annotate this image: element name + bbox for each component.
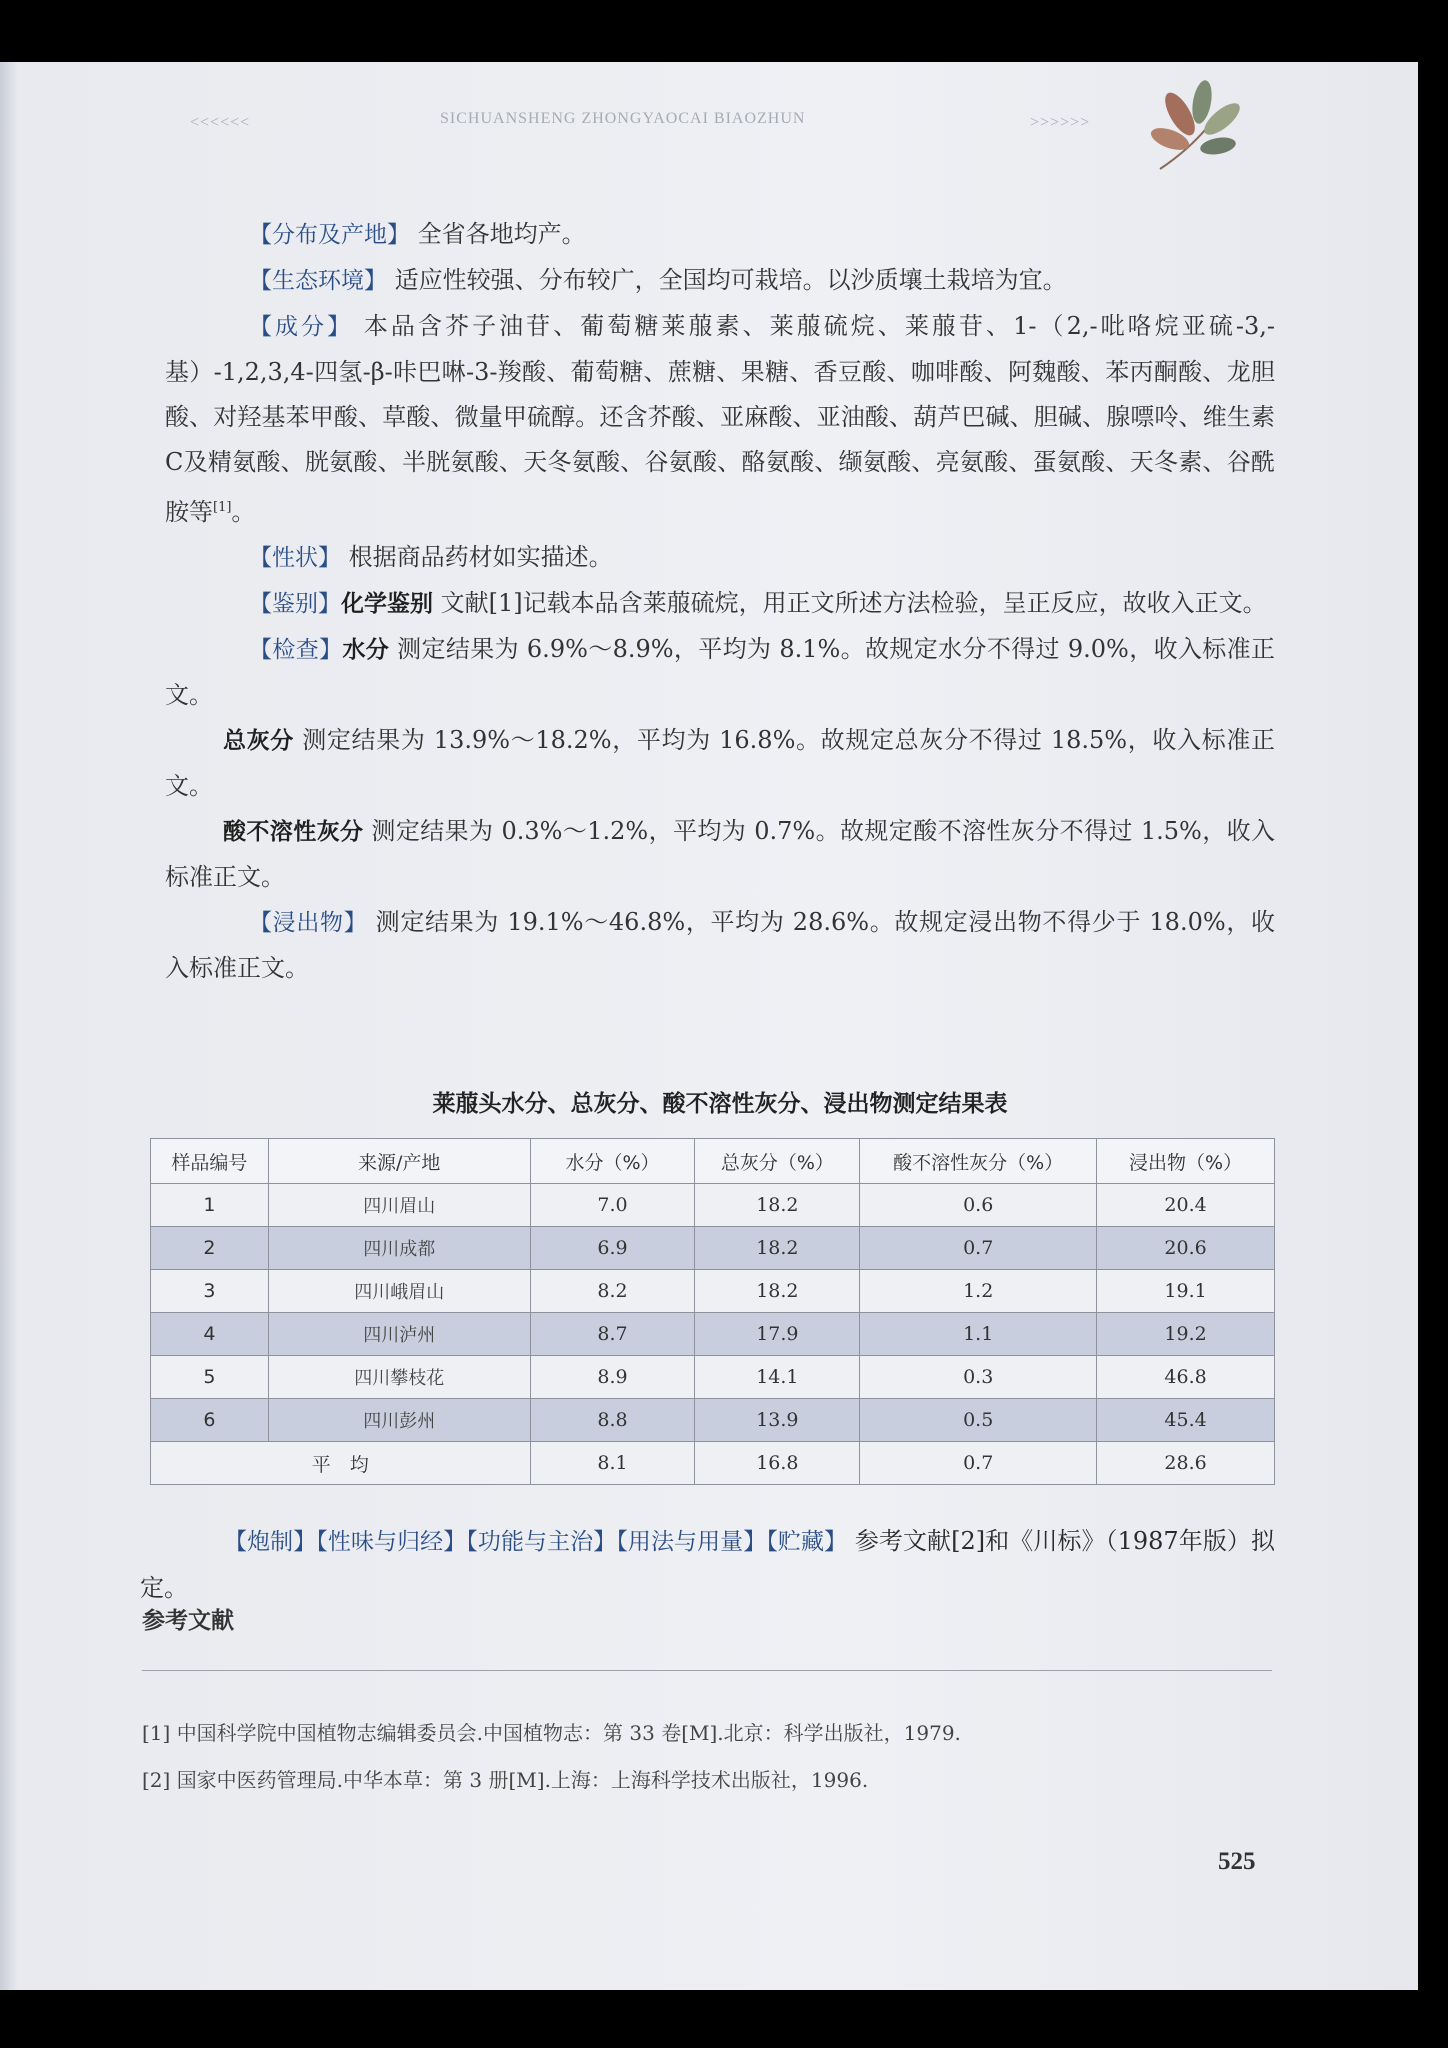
distribution-text: 全省各地均产。: [410, 220, 586, 248]
cell-total-ash: 18.2: [695, 1184, 860, 1227]
cell-average-label: 平 均: [151, 1442, 531, 1485]
table-average-row: [151, 1442, 1275, 1485]
paragraph-total-ash: [165, 718, 1275, 809]
leaf-ornament-icon: [1140, 74, 1250, 184]
table-row: [151, 1270, 1275, 1313]
table-row: [151, 1356, 1275, 1399]
header-running-title: SICHUANSHENG ZHONGYAOCAI BIAOZHUN: [440, 110, 806, 127]
cell-sample-id: 4: [151, 1313, 269, 1356]
total-ash-subtitle: 总灰分: [223, 728, 294, 754]
total-ash-text: 测定结果为 13.9%～18.2%，平均为 16.8%。故规定总灰分不得过 18.5%，收入标准正文。: [165, 726, 1276, 800]
header-acid-ash: 酸不溶性灰分（%）: [860, 1139, 1097, 1184]
cell-extract: 20.4: [1097, 1184, 1275, 1227]
running-header: [190, 102, 1150, 142]
paragraph-distribution: [165, 212, 1275, 258]
section-tag-extract: 【浸出物】: [249, 910, 368, 936]
cell-average-moisture: 8.1: [530, 1442, 695, 1485]
cell-acid-ash: 0.5: [860, 1399, 1097, 1442]
header-moisture: 水分（%）: [530, 1139, 695, 1184]
reference-item: [2] 国家中医药管理局.中华本草：第 3 册[M].上海：上海科学技术出版社，1996.: [142, 1768, 869, 1792]
cell-origin: 四川峨眉山: [268, 1270, 530, 1313]
header-extract: 浸出物（%）: [1097, 1139, 1275, 1184]
cell-moisture: 6.9: [530, 1227, 695, 1270]
header-sample-id: 样品编号: [151, 1139, 269, 1184]
table-header-row: [151, 1139, 1275, 1184]
cell-average-total-ash: 16.8: [695, 1442, 860, 1485]
cell-acid-ash: 0.6: [860, 1184, 1097, 1227]
page-number: 525: [1218, 1848, 1256, 1875]
paragraph-properties: [165, 535, 1275, 581]
cell-acid-ash: 0.7: [860, 1227, 1097, 1270]
paragraph-composition: [165, 304, 1275, 535]
reference-item: [1] 中国科学院中国植物志编辑委员会.中国植物志：第 33 卷[M].北京：科学出版社，1979.: [142, 1721, 961, 1745]
table-row: [151, 1399, 1275, 1442]
cell-extract: 20.6: [1097, 1227, 1275, 1270]
cell-moisture: 8.9: [530, 1356, 695, 1399]
header-right-marks: >>>>>>: [1030, 114, 1091, 131]
cell-total-ash: 13.9: [695, 1399, 860, 1442]
section-tag-properties: 【性状】: [249, 545, 341, 571]
cell-acid-ash: 0.3: [860, 1356, 1097, 1399]
section-tag-identification: 【鉴别】: [249, 591, 341, 617]
cell-average-extract: 28.6: [1097, 1442, 1275, 1485]
cell-average-acid-ash: 0.7: [860, 1442, 1097, 1485]
paragraph-ecology: [165, 258, 1275, 304]
cell-extract: 45.4: [1097, 1399, 1275, 1442]
section-tag-ecology: 【生态环境】: [249, 268, 387, 294]
header-left-marks: <<<<<<: [190, 114, 251, 131]
table-row: [151, 1184, 1275, 1227]
table-row: [151, 1313, 1275, 1356]
section-tag-inspection: 【检查】: [249, 637, 343, 663]
header-origin: 来源/产地: [268, 1139, 530, 1184]
cell-moisture: 8.7: [530, 1313, 695, 1356]
cell-origin: 四川眉山: [268, 1184, 530, 1227]
cell-extract: 19.1: [1097, 1270, 1275, 1313]
table-row: [151, 1227, 1275, 1270]
cell-moisture: 7.0: [530, 1184, 695, 1227]
ecology-text: 适应性较强、分布较广，全国均可栽培。以沙质壤土栽培为宜。: [387, 266, 1067, 294]
cell-acid-ash: 1.1: [860, 1313, 1097, 1356]
composition-text: 本品含芥子油苷、葡萄糖莱菔素、莱菔硫烷、莱菔苷、1-（2,-吡咯烷亚硫-3,-基）-1,2,3,4-四氢-β-咔巴啉-3-羧酸、葡萄糖、蔗糖、果糖、香豆酸、咖啡酸、阿魏酸、苯丙酮酸、龙胆酸、对羟基苯甲酸、草酸、微量甲硫醇。还含芥酸、亚麻酸、亚油酸、葫芦巴碱、胆碱、腺嘌呤、维生素C及精氨酸、胱氨酸、半胱氨酸、天冬氨酸、谷氨酸、酪氨酸、缬氨酸、亮氨酸、蛋氨酸、天冬素、谷酰胺等: [165, 312, 1275, 526]
inspection-text: 测定结果为 6.9%～8.9%，平均为 8.1%。故规定水分不得过 9.0%，收入标准正文。: [165, 635, 1276, 709]
identification-text: 文献[1]记载本品含莱菔硫烷，用正文所述方法检验，呈正反应，故收入正文。: [433, 589, 1267, 617]
header-total-ash: 总灰分（%）: [695, 1139, 860, 1184]
results-table: [150, 1138, 1275, 1485]
section-tag-composition: 【成分】: [249, 314, 354, 340]
cell-origin: 四川攀枝花: [268, 1356, 530, 1399]
body-text: [165, 212, 1275, 991]
cell-moisture: 8.8: [530, 1399, 695, 1442]
cell-origin: 四川泸州: [268, 1313, 530, 1356]
cell-moisture: 8.2: [530, 1270, 695, 1313]
identification-subtitle: 化学鉴别: [341, 591, 433, 617]
paragraph-processing: [140, 1518, 1275, 1611]
references-list: [142, 1710, 1272, 1804]
composition-ref: [1]: [213, 500, 232, 515]
cell-extract: 19.2: [1097, 1313, 1275, 1356]
acid-ash-subtitle: 酸不溶性灰分: [223, 819, 364, 845]
paragraph-inspection: [165, 627, 1275, 718]
paragraph-acid-ash: [165, 809, 1275, 900]
properties-text: 根据商品药材如实描述。: [341, 543, 613, 571]
paragraph-identification: [165, 581, 1275, 627]
cell-sample-id: 1: [151, 1184, 269, 1227]
cell-total-ash: 17.9: [695, 1313, 860, 1356]
section-tag-distribution: 【分布及产地】: [249, 222, 410, 248]
section-tags-processing: 【炮制】【性味与归经】【功能与主治】【用法与用量】【贮藏】: [224, 1529, 848, 1555]
table-title: 莱菔头水分、总灰分、酸不溶性灰分、浸出物测定结果表: [432, 1090, 1008, 1117]
extract-text: 测定结果为 19.1%～46.8%，平均为 28.6%。故规定浸出物不得少于 18.0%，收入标准正文。: [165, 908, 1275, 982]
cell-extract: 46.8: [1097, 1356, 1275, 1399]
acid-ash-text: 测定结果为 0.3%～1.2%，平均为 0.7%。故规定酸不溶性灰分不得过 1.5%，收入标准正文。: [165, 817, 1276, 891]
paragraph-extract: [165, 900, 1275, 991]
references-heading: 参考文献: [142, 1608, 234, 1634]
cell-total-ash: 18.2: [695, 1227, 860, 1270]
cell-sample-id: 6: [151, 1399, 269, 1442]
cell-sample-id: 2: [151, 1227, 269, 1270]
cell-sample-id: 3: [151, 1270, 269, 1313]
cell-sample-id: 5: [151, 1356, 269, 1399]
book-page: [0, 62, 1418, 1990]
inspection-subtitle: 水分: [342, 637, 390, 663]
composition-end: 。: [231, 498, 256, 526]
references-divider: [142, 1670, 1272, 1671]
cell-acid-ash: 1.2: [860, 1270, 1097, 1313]
processing-text: 参考文献[2]和《川标》（1987年版）拟定。: [140, 1527, 1275, 1602]
cell-origin: 四川成都: [268, 1227, 530, 1270]
cell-total-ash: 14.1: [695, 1356, 860, 1399]
cell-origin: 四川彭州: [268, 1399, 530, 1442]
cell-total-ash: 18.2: [695, 1270, 860, 1313]
